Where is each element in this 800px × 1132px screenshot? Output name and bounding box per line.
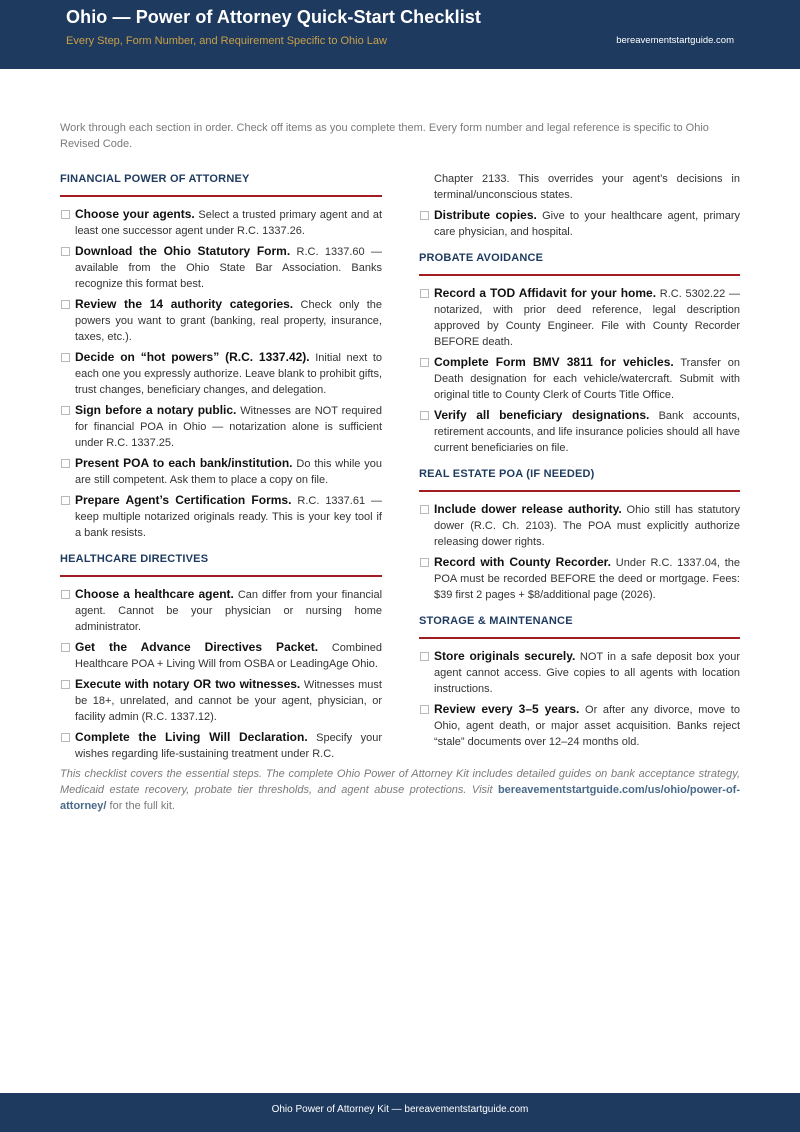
section-healthcare <box>60 551 382 762</box>
item-text: Ohio still has statutory dower (R.C. Ch. 2103). The POA must explicitly authorize releasing dower rights. <box>434 504 740 548</box>
item-text: R.C. 1337.60 — available from the Ohio State Bar Association. Banks recognize this format best. <box>75 246 383 290</box>
page-header <box>0 0 800 69</box>
checkbox[interactable] <box>61 643 70 652</box>
checklist-item <box>60 676 382 725</box>
checklist-item <box>60 729 382 762</box>
item-title: Decide on “hot powers” (R.C. 1337.42). <box>75 350 310 364</box>
section-title: PROBATE AVOIDANCE <box>419 250 740 276</box>
checkbox[interactable] <box>420 211 429 220</box>
checkbox[interactable] <box>420 289 429 298</box>
checkbox[interactable] <box>61 247 70 256</box>
footnote <box>60 766 740 814</box>
item-title: Get the Advance Directives Packet. <box>75 640 319 654</box>
checklist-item <box>60 206 382 239</box>
checkbox[interactable] <box>61 300 70 309</box>
item-text: R.C. 1337.61 — keep multiple notarized originals ready. This is your key tool if a bank resists. <box>75 495 383 539</box>
item-text: Or after any divorce, move to Ohio, agent death, or major asset acquisition. Banks reject “stale” documents over 12–24 months old. <box>434 704 740 748</box>
checklist-item <box>60 586 382 635</box>
checklist-item <box>60 349 382 398</box>
section-title: HEALTHCARE DIRECTIVES <box>60 551 382 577</box>
item-text: Initial next to each one you expressly authorize. Leave blank to prohibit gifts, trust changes, beneficiary changes, and delegation. <box>75 352 382 396</box>
item-title: Sign before a notary public. <box>75 403 237 417</box>
item-title: Verify all beneficiary designations. <box>434 408 650 422</box>
checkbox[interactable] <box>61 590 70 599</box>
item-text: Under R.C. 1337.04, the POA must be recorded BEFORE the deed or mortgage. Fees: $39 first 2 pages + $8/additional page (2026). <box>434 557 740 601</box>
footnote-tail: for the full kit. <box>106 800 175 812</box>
checkbox[interactable] <box>420 358 429 367</box>
checkbox[interactable] <box>420 705 429 714</box>
left-column <box>60 171 382 772</box>
item-title: Complete the Living Will Declaration. <box>75 730 308 744</box>
item-title: Download the Ohio Statutory Form. <box>75 244 291 258</box>
right-column <box>419 171 740 760</box>
item-text: Bank accounts, retirement accounts, and life insurance policies should all have current beneficiaries on file. <box>434 410 740 454</box>
checklist-item <box>60 639 382 672</box>
checklist-item <box>419 554 740 603</box>
checklist-item <box>419 501 740 550</box>
checklist-item <box>60 492 382 541</box>
checklist-item <box>60 296 382 345</box>
checkbox[interactable] <box>61 353 70 362</box>
checkbox[interactable] <box>61 406 70 415</box>
item-title: Choose a healthcare agent. <box>75 587 234 601</box>
checklist-item <box>419 285 740 350</box>
item-text: Check only the powers you want to grant (banking, real property, insurance, taxes, etc.). <box>75 299 382 343</box>
header-site-link[interactable]: bereavementstartguide.com <box>616 35 734 46</box>
page-footer: Ohio Power of Attorney Kit — bereavementstartguide.com <box>0 1093 800 1132</box>
checkbox[interactable] <box>61 459 70 468</box>
item-text: Combined Healthcare POA + Living Will from OSBA or LeadingAge Ohio. <box>75 642 382 670</box>
item-title: Prepare Agent’s Certification Forms. <box>75 493 292 507</box>
item-title: Store originals securely. <box>434 649 576 663</box>
checkbox[interactable] <box>61 210 70 219</box>
item-title: Record a TOD Affidavit for your home. <box>434 286 657 300</box>
footnote-text: This checklist covers the essential steps. The complete Ohio Power of Attorney Kit includes detailed guides on bank acceptance strategy, Medicaid estate recovery, probate tier thresholds, and agent abuse protections. Visit <box>60 768 740 796</box>
intro-text: Work through each section in order. Check off items as you complete them. Every form number and legal reference is specific to Ohio Revised Code. <box>60 122 709 150</box>
item-text: Witnesses are NOT required for financial POA in Ohio — notarization alone is sufficient under R.C. 1337.25. <box>75 405 382 449</box>
checklist-item <box>419 407 740 456</box>
page-subtitle: Every Step, Form Number, and Requirement Specific to Ohio Law <box>66 35 387 47</box>
section-real-estate <box>419 466 740 603</box>
healthcare-continued-text: Chapter 2133. This overrides your agent’s decisions in terminal/unconscious states. <box>434 173 740 201</box>
checkbox[interactable] <box>420 505 429 514</box>
page-title: Ohio — Power of Attorney Quick-Start Checklist <box>66 7 481 27</box>
checklist-item <box>419 701 740 750</box>
checklist-item <box>60 243 382 292</box>
section-healthcare-continued <box>419 207 740 240</box>
item-title: Review the 14 authority categories. <box>75 297 294 311</box>
checkbox[interactable] <box>61 496 70 505</box>
item-title: Present POA to each bank/institution. <box>75 456 293 470</box>
checklist-item <box>419 207 740 240</box>
checklist-item <box>60 402 382 451</box>
item-text: R.C. 5302.22 — notarized, with prior deed reference, legal description approved by County Engineer. File with County Recorder BEFORE death. <box>434 288 741 348</box>
checklist-item <box>419 354 740 403</box>
item-text: Do this while you are still competent. Ask them to place a copy on file. <box>75 458 382 486</box>
item-title: Complete Form BMV 3811 for vehicles. <box>434 355 674 369</box>
item-text: Select a trusted primary agent and at least one successor agent under R.C. 1337.26. <box>75 209 383 237</box>
item-text: Transfer on Death designation for each vehicle/watercraft. Submit with original title to County Clerk of Courts Title Office. <box>434 357 740 401</box>
item-text: Specify your wishes regarding life-sustaining treatment under R.C. <box>75 732 382 760</box>
checklist-item <box>60 455 382 488</box>
item-text: Give to your healthcare agent, primary care physician, and hospital. <box>434 210 741 238</box>
checkbox[interactable] <box>61 733 70 742</box>
section-title: STORAGE & MAINTENANCE <box>419 613 740 639</box>
section-probate <box>419 250 740 456</box>
item-title: Record with County Recorder. <box>434 555 612 569</box>
item-text: Can differ from your financial agent. Cannot be your physician or nursing home administrator. <box>75 589 383 633</box>
section-financial <box>60 171 382 541</box>
kit-link[interactable]: bereavementstartguide.com/us/ohio/power-of-attorney/ <box>60 784 740 812</box>
checkbox[interactable] <box>420 558 429 567</box>
item-title: Choose your agents. <box>75 207 195 221</box>
item-text: Witnesses must be 18+, unrelated, and cannot be your agent, physician, or facility admin (R.C. 1337.12). <box>75 679 382 723</box>
section-storage <box>419 613 740 750</box>
checklist-item <box>419 648 740 697</box>
item-title: Review every 3–5 years. <box>434 702 580 716</box>
checkbox[interactable] <box>420 652 429 661</box>
section-title: FINANCIAL POWER OF ATTORNEY <box>60 171 382 197</box>
section-title: REAL ESTATE POA (IF NEEDED) <box>419 466 740 492</box>
item-title: Include dower release authority. <box>434 502 622 516</box>
item-title: Distribute copies. <box>434 208 537 222</box>
item-title: Execute with notary OR two witnesses. <box>75 677 301 691</box>
checkbox[interactable] <box>61 680 70 689</box>
checkbox[interactable] <box>420 411 429 420</box>
item-text: NOT in a safe deposit box your agent cannot access. Give copies to all agents with location instructions. <box>434 651 741 695</box>
